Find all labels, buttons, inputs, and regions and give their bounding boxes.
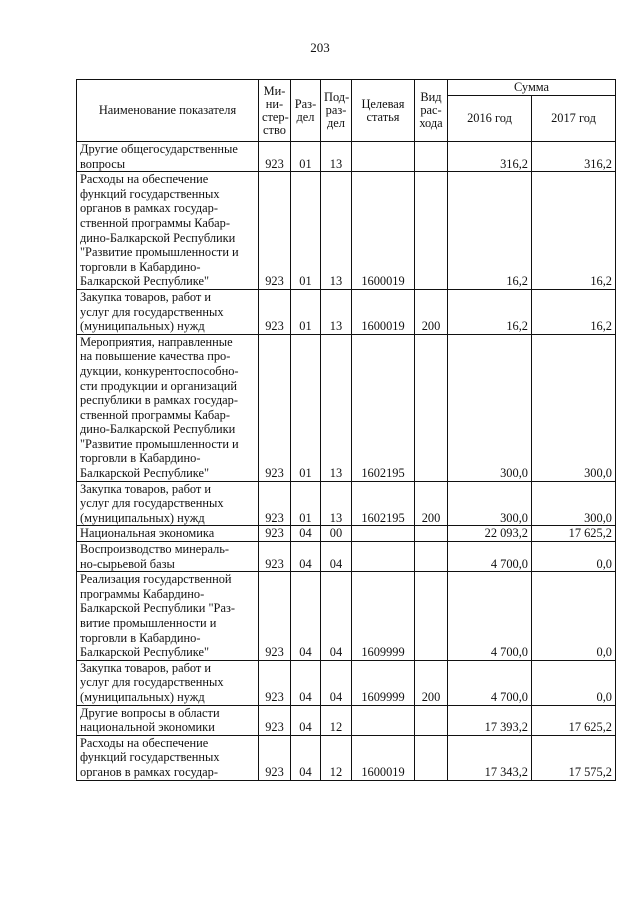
cell-section: 01 [291, 172, 321, 290]
cell-section: 04 [291, 705, 321, 735]
cell-sum-2017: 17 625,2 [532, 705, 616, 735]
cell-sum-2016: 4 700,0 [448, 572, 532, 661]
cell-subsection: 04 [321, 572, 352, 661]
table-row [77, 172, 616, 290]
cell-target-article [352, 542, 415, 572]
cell-target-article: 1609999 [352, 660, 415, 705]
cell-name: Воспроизводство минераль- но-сырьевой базы [77, 542, 259, 572]
cell-sum-2017: 300,0 [532, 334, 616, 481]
cell-ministry: 923 [259, 334, 291, 481]
cell-subsection: 04 [321, 542, 352, 572]
table-row [77, 142, 616, 172]
cell-sum-2017: 300,0 [532, 481, 616, 526]
header-2017: 2017 год [532, 96, 616, 142]
header-expense-type: Вид рас- хода [415, 80, 448, 142]
cell-sum-2016: 316,2 [448, 142, 532, 172]
cell-expense-type: 200 [415, 660, 448, 705]
cell-expense-type [415, 572, 448, 661]
cell-subsection: 04 [321, 660, 352, 705]
table-row [77, 572, 616, 661]
table-row [77, 289, 616, 334]
cell-section: 01 [291, 334, 321, 481]
cell-sum-2016: 16,2 [448, 289, 532, 334]
header-target-article: Целевая статья [352, 80, 415, 142]
cell-expense-type [415, 705, 448, 735]
cell-sum-2017: 0,0 [532, 660, 616, 705]
cell-expense-type: 200 [415, 481, 448, 526]
cell-target-article: 1609999 [352, 572, 415, 661]
cell-expense-type [415, 542, 448, 572]
header-ministry: Ми- ни- стер- ство [259, 80, 291, 142]
cell-ministry: 923 [259, 735, 291, 780]
cell-sum-2016: 300,0 [448, 334, 532, 481]
cell-sum-2016: 4 700,0 [448, 660, 532, 705]
cell-name: Расходы на обеспечение функций государственных органов в рамках государ- ственной программы Кабар- дино-Балкарской Республики "Развитие промышленности и торговли в Кабардино- Балкарской Республике" [77, 172, 259, 290]
cell-sum-2017: 17 575,2 [532, 735, 616, 780]
cell-ministry: 923 [259, 289, 291, 334]
cell-name: Расходы на обеспечение функций государственных органов в рамках государ- [77, 735, 259, 780]
cell-target-article: 1600019 [352, 289, 415, 334]
cell-ministry: 923 [259, 481, 291, 526]
cell-target-article: 1600019 [352, 172, 415, 290]
header-sum: Сумма [448, 80, 616, 96]
header-subsection: Под- раз- дел [321, 80, 352, 142]
cell-name: Закупка товаров, работ и услуг для государственных (муниципальных) нужд [77, 481, 259, 526]
cell-name: Мероприятия, направленные на повышение качества про- дукции, конкурентоспособно- сти продукции и организаций республики в рамках государ- ственной программы Кабар- дино-Балкарской Республики "Развитие промышленности и торговли в Кабардино- Балкарской Республике" [77, 334, 259, 481]
cell-sum-2016: 17 343,2 [448, 735, 532, 780]
cell-section: 01 [291, 142, 321, 172]
cell-target-article [352, 705, 415, 735]
cell-sum-2017: 17 625,2 [532, 526, 616, 542]
cell-subsection: 13 [321, 334, 352, 481]
table-body [77, 142, 616, 781]
page-number: 203 [310, 40, 330, 55]
cell-target-article [352, 142, 415, 172]
cell-expense-type: 200 [415, 289, 448, 334]
cell-sum-2016: 16,2 [448, 172, 532, 290]
cell-section: 01 [291, 481, 321, 526]
cell-name: Другие общегосударственные вопросы [77, 142, 259, 172]
cell-sum-2016: 4 700,0 [448, 542, 532, 572]
cell-expense-type [415, 526, 448, 542]
cell-subsection: 13 [321, 172, 352, 290]
header-2016: 2016 год [448, 96, 532, 142]
cell-name: Закупка товаров, работ и услуг для государственных (муниципальных) нужд [77, 660, 259, 705]
cell-section: 01 [291, 289, 321, 334]
table-row [77, 334, 616, 481]
cell-section: 04 [291, 542, 321, 572]
table-row [77, 481, 616, 526]
cell-target-article: 1602195 [352, 334, 415, 481]
cell-ministry: 923 [259, 705, 291, 735]
cell-name: Реализация государственной программы Кабардино- Балкарской Республики "Раз- витие промышленности и торговли в Кабардино- Балкарской Республике" [77, 572, 259, 661]
cell-subsection: 13 [321, 142, 352, 172]
cell-sum-2017: 0,0 [532, 542, 616, 572]
cell-ministry: 923 [259, 172, 291, 290]
cell-subsection: 13 [321, 481, 352, 526]
cell-sum-2017: 16,2 [532, 172, 616, 290]
cell-section: 04 [291, 735, 321, 780]
cell-sum-2016: 17 393,2 [448, 705, 532, 735]
cell-target-article: 1600019 [352, 735, 415, 780]
cell-name: Национальная экономика [77, 526, 259, 542]
cell-subsection: 00 [321, 526, 352, 542]
budget-table [76, 79, 616, 781]
header-section: Раз- дел [291, 80, 321, 142]
cell-name: Закупка товаров, работ и услуг для государственных (муниципальных) нужд [77, 289, 259, 334]
cell-ministry: 923 [259, 660, 291, 705]
cell-expense-type [415, 334, 448, 481]
cell-expense-type [415, 142, 448, 172]
cell-section: 04 [291, 526, 321, 542]
cell-subsection: 12 [321, 735, 352, 780]
cell-expense-type [415, 172, 448, 290]
table-row [77, 735, 616, 780]
cell-ministry: 923 [259, 572, 291, 661]
cell-expense-type [415, 735, 448, 780]
cell-subsection: 12 [321, 705, 352, 735]
cell-sum-2017: 316,2 [532, 142, 616, 172]
table-row [77, 705, 616, 735]
header-name: Наименование показателя [77, 80, 259, 142]
cell-sum-2017: 16,2 [532, 289, 616, 334]
cell-ministry: 923 [259, 142, 291, 172]
cell-target-article: 1602195 [352, 481, 415, 526]
cell-sum-2016: 300,0 [448, 481, 532, 526]
cell-subsection: 13 [321, 289, 352, 334]
cell-sum-2017: 0,0 [532, 572, 616, 661]
table-row [77, 542, 616, 572]
cell-target-article [352, 526, 415, 542]
cell-ministry: 923 [259, 542, 291, 572]
cell-sum-2016: 22 093,2 [448, 526, 532, 542]
cell-section: 04 [291, 660, 321, 705]
cell-name: Другие вопросы в области национальной экономики [77, 705, 259, 735]
table-row [77, 526, 616, 542]
cell-section: 04 [291, 572, 321, 661]
cell-ministry: 923 [259, 526, 291, 542]
table-row [77, 660, 616, 705]
